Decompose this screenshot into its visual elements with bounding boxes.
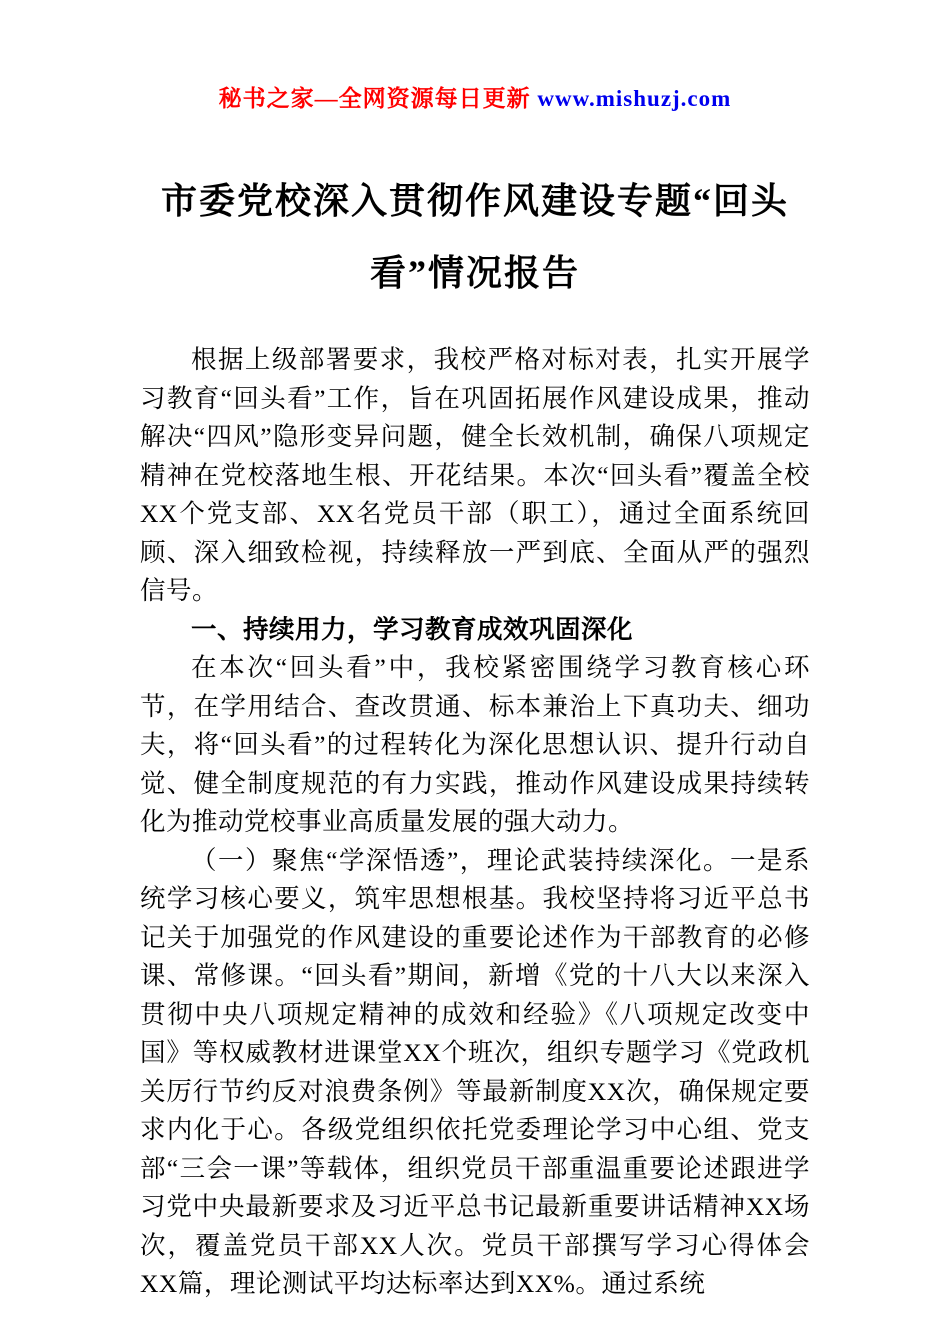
paragraph-section-overview: 在本次“回头看”中，我校紧密围绕学习教育核心环节，在学用结合、查改贯通、标本兼治上下真功夫、细功夫，将“回头看”的过程转化为深化思想认识、提升行动自觉、健全制度规范的有力实践，推动作风建设成果持续转化为推动党校事业高质量发展的强大动力。 <box>140 653 810 836</box>
site-url-link[interactable]: www.mishuzj.com <box>537 86 732 111</box>
section-heading: 一、持续用力，学习教育成效巩固深化 <box>191 614 634 644</box>
document-title <box>140 165 810 309</box>
paragraph-intro: 根据上级部署要求，我校严格对标对表，扎实开展学习教育“回头看”工作，旨在巩固拓展作风建设成果，推动解决“四风”隐形变异问题，健全长效机制，确保八项规定精神在党校落地生根、开花结果。本次“回头看”覆盖全校XX个党支部、XX名党员干部（职工），通过全面系统回顾、深入细致检视，持续释放一严到底、全面从严的强烈信号。 <box>140 345 810 605</box>
site-tagline: —全网资源每日更新 <box>314 86 538 111</box>
document-body <box>140 341 810 1304</box>
title-line-2: 看”情况报告 <box>369 253 580 293</box>
title-line-1: 市委党校深入贯彻作风建设专题“回头 <box>160 181 789 221</box>
paragraph-subsection-one: （一）聚焦“学深悟透”，理论武装持续深化。一是系统学习核心要义，筑牢思想根基。我校坚持将习近平总书记关于加强党的作风建设的重要论述作为干部教育的必修课、常修课。“回头看”期间，新增《党的十八大以来深入贯彻中央八项规定精神的成效和经验》《八项规定改变中国》等权威教材进课堂XX个班次，组织专题学习《党政机关厉行节约反对浪费条例》等最新制度XX次，确保规定要求内化于心。各级党组织依托党委理论学习中心组、党支部“三会一课”等载体，组织党员干部重温重要论述跟进学习党中央最新要求及习近平总书记最新重要讲话精神XX场次，覆盖党员干部XX人次。党员干部撰写学习心得体会XX篇，理论测试平均达标率达到XX%。通过系统 <box>140 845 810 1298</box>
site-header <box>140 0 810 113</box>
site-name: 秘书之家 <box>218 86 315 111</box>
